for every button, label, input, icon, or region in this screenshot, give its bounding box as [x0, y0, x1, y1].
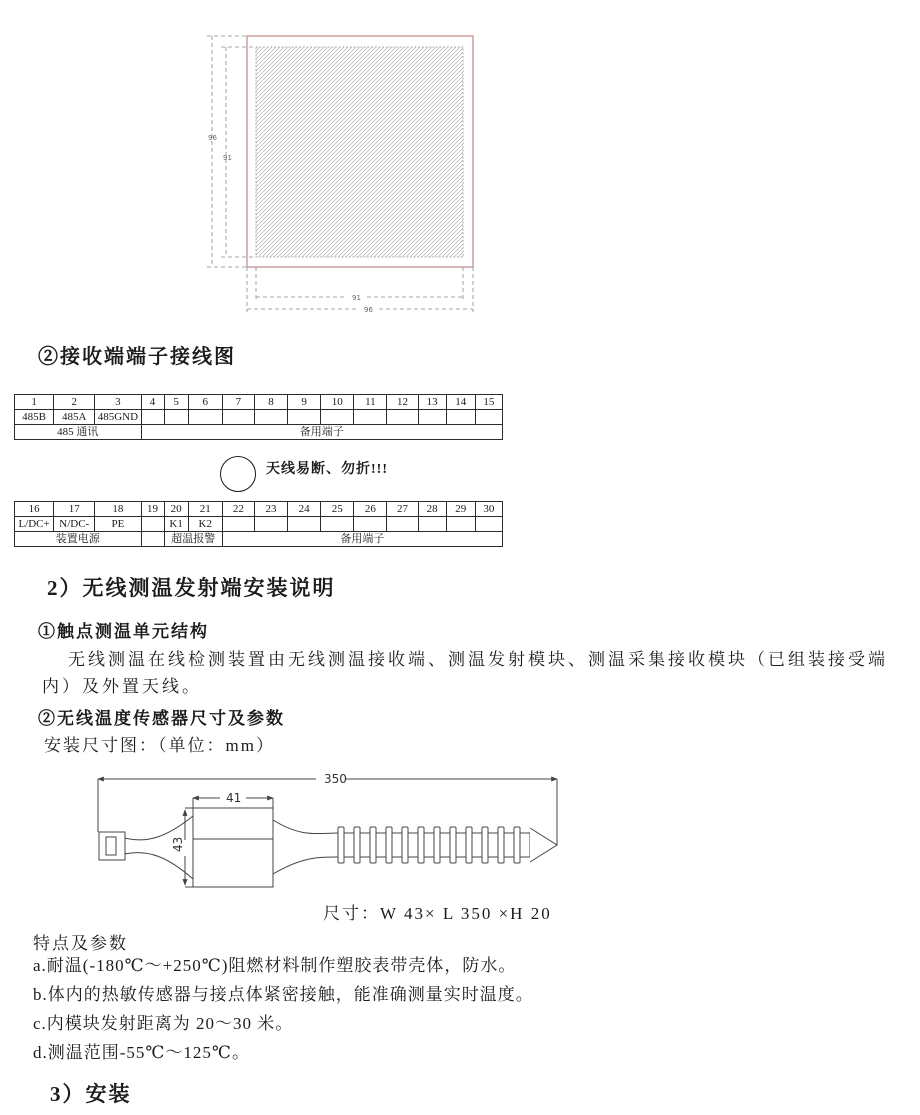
terminal-signal: [475, 517, 502, 532]
warning-circle-icon: [220, 456, 256, 492]
terminal-signal: [164, 410, 188, 425]
terminal-signal: [254, 410, 287, 425]
terminal-signal: N/DC-: [54, 517, 95, 532]
terminal-number: 26: [354, 502, 387, 517]
terminal-group: [141, 532, 164, 547]
terminal-number: 28: [418, 502, 446, 517]
panel-hatched-area: [256, 47, 463, 257]
terminal-number: 25: [321, 502, 354, 517]
terminal-signal: [222, 410, 254, 425]
terminal-number: 5: [164, 395, 188, 410]
terminal-group: 485 通讯: [15, 425, 142, 440]
table-row: [15, 410, 503, 425]
terminal-signal: [446, 517, 475, 532]
terminal-number: 11: [354, 395, 387, 410]
terminal-number: 19: [141, 502, 164, 517]
terminal-table-bottom: [14, 501, 503, 547]
bottom-dimension-lines: [247, 267, 473, 312]
terminal-number: 22: [222, 502, 254, 517]
terminal-signal: [387, 517, 418, 532]
terminal-signal: PE: [95, 517, 141, 532]
terminal-signal: K1: [164, 517, 188, 532]
terminal-signal: [354, 517, 387, 532]
left-dimension-lines: [207, 36, 256, 267]
sensor-dimension-drawing: [90, 760, 570, 900]
table-row: [15, 425, 503, 440]
terminal-number: 7: [222, 395, 254, 410]
terminal-group: 超温报警: [164, 532, 222, 547]
terminal-signal: L/DC+: [15, 517, 54, 532]
terminal-number: 9: [288, 395, 321, 410]
table-row: [15, 502, 503, 517]
terminal-number: 10: [321, 395, 354, 410]
feature-item: a.耐温(-180℃～+250℃)阻燃材料制作塑胶表带壳体，防水。: [33, 956, 517, 975]
terminal-signal: [188, 410, 222, 425]
dim-length-label: 350: [324, 772, 347, 786]
dimension-note: 安装尺寸图：（单位：mm）: [44, 736, 275, 755]
terminal-number: 20: [164, 502, 188, 517]
dim-height-label: 43: [171, 836, 185, 852]
terminal-group: 装置电源: [15, 532, 142, 547]
table-row: [15, 517, 503, 532]
terminal-group: 备用端子: [222, 532, 502, 547]
terminal-signal: [222, 517, 254, 532]
install-section-heading: 3）安装: [50, 1082, 132, 1106]
features-title: 特点及参数: [33, 934, 128, 953]
terminal-number: 1: [15, 395, 54, 410]
dim-height-outer: 96: [208, 134, 217, 142]
features-list: [33, 951, 893, 1067]
terminal-signal: [321, 517, 354, 532]
dim-width-label: 41: [226, 791, 242, 805]
terminal-number: 12: [387, 395, 418, 410]
terminal-number: 18: [95, 502, 141, 517]
sensor-ribbed-strap: [338, 827, 530, 863]
terminal-number: 16: [15, 502, 54, 517]
contact-unit-subheading: ①触点测温单元结构: [38, 622, 209, 641]
terminal-signal: [141, 517, 164, 532]
table-row: [15, 395, 503, 410]
table-row: [15, 532, 503, 547]
terminal-signal: [254, 517, 287, 532]
terminal-signal: [475, 410, 502, 425]
terminal-number: 14: [446, 395, 475, 410]
terminal-number: 13: [418, 395, 446, 410]
terminal-number: 2: [54, 395, 95, 410]
dim-height-inner: 91: [223, 154, 232, 162]
terminal-signal: [418, 517, 446, 532]
terminal-number: 30: [475, 502, 502, 517]
terminal-signal: [321, 410, 354, 425]
terminal-number: 24: [288, 502, 321, 517]
terminal-number: 21: [188, 502, 222, 517]
terminal-signal: [387, 410, 418, 425]
terminal-signal: [288, 517, 321, 532]
terminal-number: 6: [188, 395, 222, 410]
terminal-signal: [354, 410, 387, 425]
terminal-number: 27: [387, 502, 418, 517]
dim-width-inner: 91: [352, 294, 361, 302]
size-summary-line: 尺寸：W 43× L 350 ×H 20: [323, 904, 552, 923]
terminal-group: 备用端子: [141, 425, 503, 440]
terminal-number: 3: [95, 395, 141, 410]
terminal-table-top: [14, 394, 503, 440]
sensor-body: [193, 808, 273, 887]
feature-item: b.体内的热敏传感器与接点体紧密接触，能准确测量实时温度。: [33, 985, 534, 1004]
terminal-signal: K2: [188, 517, 222, 532]
terminal-number: 17: [54, 502, 95, 517]
dim-width-outer: 96: [364, 306, 373, 314]
terminal-signal: [418, 410, 446, 425]
unit-structure-paragraph: 无线测温在线检测装置由无线测温接收端、测温发射模块、测温采集接收模块（已组装接受端内）及外置天线。: [42, 650, 888, 696]
terminal-number: 8: [254, 395, 287, 410]
terminal-signal: [288, 410, 321, 425]
terminal-signal: 485A: [54, 410, 95, 425]
antenna-warning-text: 天线易断、勿折!!!: [266, 462, 388, 477]
terminal-number: 15: [475, 395, 502, 410]
feature-item: c.内模块发射距离为 20～30 米。: [33, 1014, 294, 1033]
sensor-size-subheading: ②无线温度传感器尺寸及参数: [38, 709, 285, 728]
terminal-signal: 485GND: [95, 410, 141, 425]
terminal-number: 4: [141, 395, 164, 410]
terminal-number: 29: [446, 502, 475, 517]
panel-dimension-drawing: [195, 28, 485, 328]
terminal-number: 23: [254, 502, 287, 517]
receiver-wiring-heading: ②接收端端子接线图: [38, 346, 236, 368]
terminal-signal: 485B: [15, 410, 54, 425]
terminal-signal: [446, 410, 475, 425]
sensor-tip: [530, 828, 557, 862]
transmitter-section-heading: 2）无线测温发射端安装说明: [47, 576, 336, 600]
terminal-signal: [141, 410, 164, 425]
feature-item: d.测温范围-55℃～125℃。: [33, 1043, 250, 1062]
